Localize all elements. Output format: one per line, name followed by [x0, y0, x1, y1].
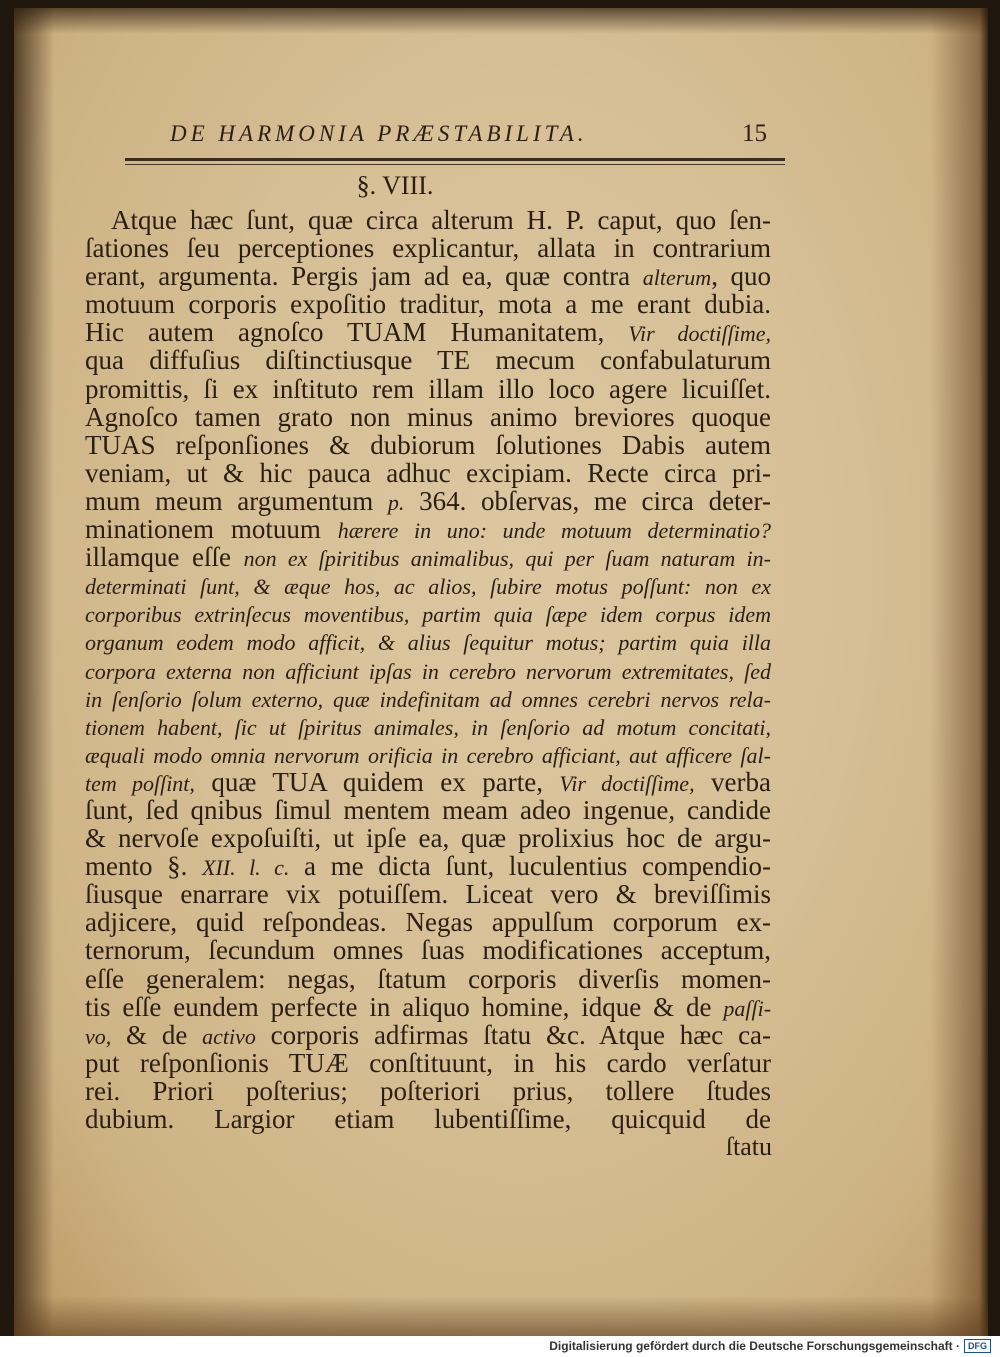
- text-line: [85, 824, 772, 852]
- text-line-content: [85, 656, 771, 686]
- text-line: [85, 234, 772, 262]
- text-line-content: [85, 1077, 771, 1105]
- roman-text: & de: [111, 1019, 203, 1050]
- text-line-content: [85, 290, 771, 318]
- roman-text: corporis adfirmas ſtatu &c. Atque hæc ca-: [255, 1019, 772, 1050]
- text-line: [85, 262, 772, 290]
- text-line: [85, 375, 772, 403]
- section-heading: §. VIII.: [356, 171, 434, 200]
- text-line-content: [85, 403, 771, 431]
- text-line: [85, 936, 772, 964]
- text-line-content: [85, 346, 771, 374]
- text-line: [85, 627, 772, 655]
- roman-text: ternorum, ſecundum omnes ſuas modificationes acceptum,: [85, 935, 771, 966]
- footer-bar: [0, 1336, 1000, 1357]
- page-number: 15: [742, 120, 767, 147]
- text-line: [85, 656, 772, 684]
- text-line: [111, 206, 772, 234]
- text-line-content: [85, 768, 771, 798]
- roman-text: ſationes ſeu perceptiones explicantur, allata in contrarium: [85, 233, 772, 264]
- text-line-content: [85, 1105, 771, 1133]
- roman-text: eſſe generalem: negas, ſtatum corporis diverſis momen-: [85, 963, 771, 994]
- text-line: [85, 684, 772, 712]
- text-line: [85, 712, 772, 740]
- italic-text: æquali modo omnia nervorum orificia in cerebro afficiant, aut afficere ſal-: [85, 742, 771, 768]
- italic-text: tionem habent, ſic ut ſpiritus animales, in ſenſorio ad motum concitati,: [85, 714, 772, 740]
- text-line-content: [85, 684, 771, 714]
- italic-text: vo,: [85, 1023, 112, 1049]
- roman-text: promittis, ſi ex inſtituto rem illam illo loco agere licuiſſet.: [85, 373, 771, 404]
- text-line: [85, 290, 772, 318]
- text-line: [85, 1077, 772, 1105]
- italic-text: Vir doctiſſime,: [628, 321, 771, 347]
- text-line: [85, 1105, 772, 1133]
- text-line-content: [85, 740, 771, 770]
- paper-edge-shadow-bottom: [14, 1296, 988, 1336]
- text-line: [85, 796, 772, 824]
- italic-text: activo: [202, 1023, 256, 1049]
- text-line: [85, 403, 772, 431]
- text-line-content: [85, 712, 771, 742]
- text-line: [85, 459, 772, 487]
- text-line-content: [85, 543, 771, 573]
- text-line-content: [85, 936, 771, 964]
- text-line-content: [85, 318, 771, 348]
- text-line-content: [85, 852, 771, 882]
- text-line: [85, 543, 772, 571]
- italic-text: corporibus extrinſecus moventibus, partim quia ſæpe idem corpus idem: [85, 602, 772, 628]
- roman-text: TUAS reſponſiones & dubiorum ſolutiones Dabis autem: [85, 429, 771, 460]
- text-line: [85, 346, 772, 374]
- paper-edge-shadow-right: [930, 8, 988, 1336]
- text-line-content: [85, 262, 771, 292]
- italic-text: organum eodem modo afficit, & alius ſequitur motus; partim quia illa: [85, 630, 772, 656]
- italic-text: p.: [387, 489, 405, 515]
- roman-text: tis eſſe eundem perfecte in aliquo homine, idque & de: [85, 991, 724, 1022]
- text-line: [85, 571, 772, 599]
- roman-text: mum meum argumentum: [85, 485, 388, 516]
- text-line: [85, 599, 772, 627]
- text-line: [85, 965, 772, 993]
- text-line: [85, 993, 772, 1021]
- text-line-content: [85, 487, 771, 517]
- roman-text: a me dicta ſunt, luculentius compendio-: [289, 851, 771, 882]
- roman-text: & nervoſe expoſuiſti, ut ipſe ea, quæ prolixius hoc de argu-: [85, 823, 771, 854]
- text-line: [85, 740, 772, 768]
- roman-text: qua diffuſius diſtinctiusque TE mecum confabulaturum: [85, 345, 771, 376]
- text-line-content: [85, 1021, 771, 1051]
- text-line: [85, 318, 772, 346]
- text-line-content: [85, 599, 771, 629]
- text-line: [85, 852, 772, 880]
- header-rule: [125, 158, 785, 165]
- text-line-content: [85, 459, 771, 487]
- italic-text: alterum: [642, 265, 712, 291]
- roman-text: veniam, ut & hic pauca adhuc excipiam. Recte circa pri-: [85, 457, 772, 488]
- roman-text: Hic autem agnoſco TUAM Humanitatem,: [85, 317, 629, 348]
- roman-text: dubium. Largior etiam lubentiſſime, quicquid de: [85, 1104, 771, 1134]
- funding-credit: Digitalisierung gefördert durch die Deutsche Forschungsgemeinschaft ·: [549, 1339, 960, 1353]
- text-line: [85, 880, 772, 908]
- roman-text: verba: [694, 766, 771, 797]
- text-line-content: [85, 993, 771, 1023]
- text-line: [85, 768, 772, 796]
- text-line-content: [85, 375, 771, 403]
- text-line-content: [111, 206, 771, 234]
- roman-text: rei. Priori poſterius; poſteriori prius, tollere ſtudes: [85, 1075, 771, 1106]
- text-line-content: [85, 515, 771, 545]
- text-line: [85, 908, 772, 936]
- roman-text: , quo: [711, 261, 772, 292]
- text-line-content: [85, 796, 771, 824]
- catchword: ſtatu: [725, 1132, 772, 1161]
- roman-text: quæ TUA quidem ex parte,: [194, 766, 560, 797]
- running-title: DE HARMONIA PRÆSTABILITA.: [170, 121, 588, 146]
- roman-text: Agnoſco tamen grato non minus animo breviores quoque: [85, 401, 771, 432]
- roman-text: adjicere, quid reſpondeas. Negas appulſum corporum ex-: [85, 907, 772, 938]
- roman-text: put reſponſionis TUÆ conſtituunt, in his cardo verſatur: [85, 1047, 771, 1078]
- text-line: [85, 515, 772, 543]
- roman-text: ſiusque enarrare vix potuiſſem. Liceat vero & breviſſimis: [85, 879, 772, 910]
- italic-text: XII. l. c.: [202, 855, 290, 881]
- roman-text: erant, argumenta. Pergis jam ad ea, quæ contra: [85, 261, 643, 292]
- text-line-content: [85, 627, 771, 657]
- italic-text: Vir doctiſſime,: [559, 770, 695, 796]
- italic-text: determinati ſunt, & æque hos, ac alios, ſubire motus poſſunt: non ex: [85, 574, 772, 600]
- italic-text: hærere in uno: unde motuum determinatio?: [337, 518, 771, 544]
- text-line: [85, 431, 772, 459]
- text-line: [85, 1049, 772, 1077]
- text-line-content: [85, 571, 771, 601]
- dfg-logo: DFG: [964, 1339, 991, 1353]
- roman-text: illamque eſſe: [85, 542, 244, 573]
- roman-text: minationem motuum: [85, 514, 338, 545]
- text-line-content: [85, 880, 771, 908]
- roman-text: ſunt, ſed qnibus ſimul mentem meam adeo ingenue, candide: [85, 794, 771, 825]
- text-line-content: [85, 1049, 771, 1077]
- text-line-content: [85, 908, 771, 936]
- italic-text: corpora externa non afficiunt ipſas in cerebro nervorum extremitates, ſed: [85, 658, 772, 684]
- paper-edge-shadow-top: [14, 8, 988, 34]
- roman-text: motuum corporis expoſitio traditur, mota a me erant dubia.: [85, 289, 771, 320]
- roman-text: mento §.: [85, 851, 203, 882]
- text-line-content: [85, 234, 771, 262]
- text-line-content: [85, 431, 771, 459]
- roman-text: 364. obſervas, me circa deter-: [404, 485, 771, 516]
- text-line-content: [85, 965, 771, 993]
- text-line: [85, 487, 772, 515]
- italic-text: non ex ſpiritibus animalibus, qui per ſuam naturam in-: [243, 546, 771, 572]
- text-line-content: [85, 824, 771, 852]
- paper-edge-shadow-left: [14, 8, 54, 1336]
- italic-text: paſſi-: [723, 995, 772, 1021]
- italic-text: in ſenſorio ſolum externo, quæ indefinitam ad omnes cerebri nervos rela-: [85, 686, 771, 712]
- italic-text: tem poſſint,: [85, 770, 195, 796]
- text-line: [85, 1021, 772, 1049]
- roman-text: Atque hæc ſunt, quæ circa alterum H. P. caput, quo ſen-: [111, 205, 771, 235]
- body-text: [85, 206, 772, 1133]
